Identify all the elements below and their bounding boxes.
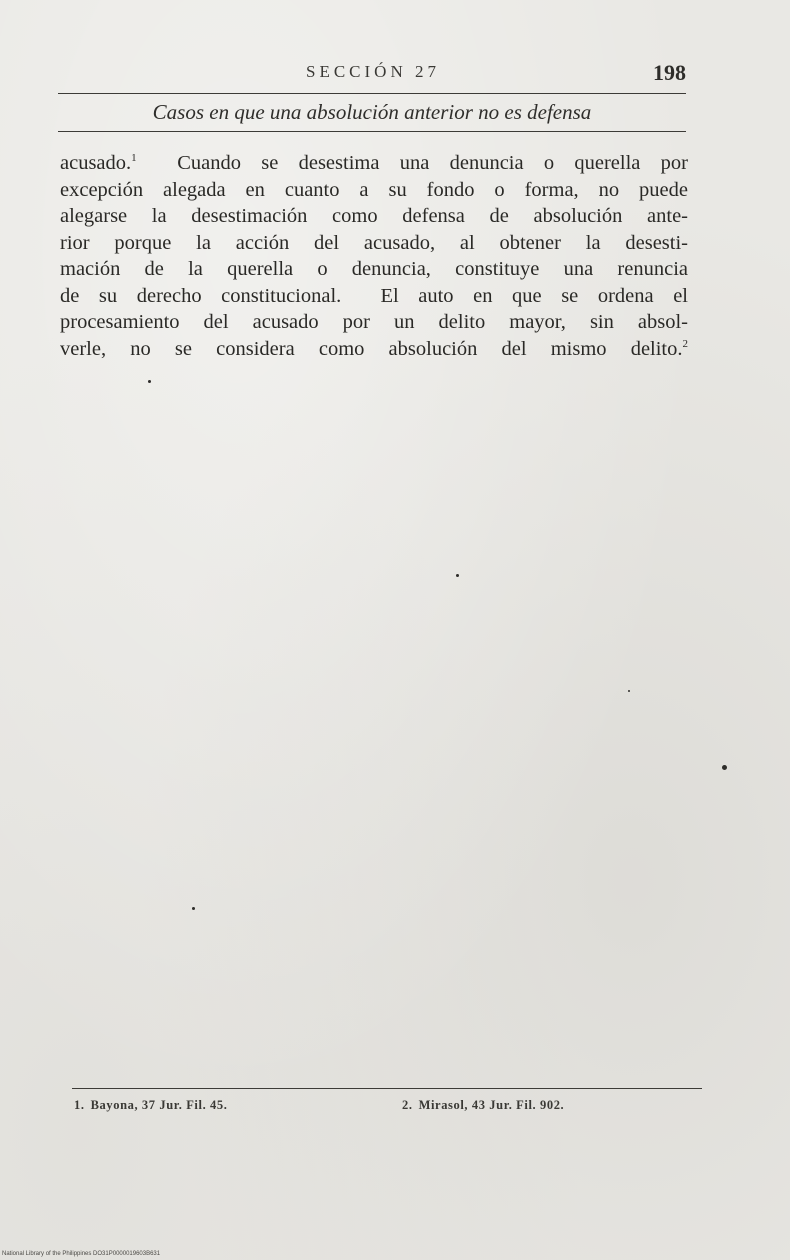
footnote (402, 1098, 564, 1113)
footnote-number: 1. (74, 1098, 85, 1112)
body-line (60, 336, 688, 363)
paper-speck (456, 574, 459, 577)
section-title: SECCIÓN 27 (306, 62, 440, 81)
page-subtitle: Casos en que una absolución anterior no es defensa (152, 100, 592, 124)
library-stamp: National Library of the Philippines DO31P0000019603B631 (2, 1251, 161, 1257)
body-line-text: verle, no se considera como absolución del mismo delito. (60, 337, 683, 360)
running-head (58, 60, 688, 88)
body-line (60, 150, 688, 177)
body-line: rior porque la acción del acusado, al obtener la desesti- (60, 231, 688, 254)
footnote-ref: 1 (131, 152, 137, 165)
footnotes (74, 1098, 694, 1122)
footnote-text: Bayona, 37 Jur. Fil. 45. (90, 1098, 228, 1112)
footnote-ref: 2 (682, 337, 688, 350)
paper-speck (192, 907, 195, 910)
body-line-text: acusado. (60, 152, 132, 174)
paper-speck (628, 690, 630, 692)
page-number: 198 (653, 60, 686, 85)
paper-speck (148, 380, 151, 383)
body-line: alegarse la desestimación como defensa de absolución ante- (60, 205, 688, 227)
body-line: mación de la querella o denuncia, constituye una renuncia (60, 258, 688, 280)
paper-speck (722, 765, 727, 770)
body-line: excepción alegada en cuanto a su fondo o forma, no puede (60, 178, 688, 201)
footnote (74, 1098, 227, 1113)
footnote-text: Mirasol, 43 Jur. Fil. 902. (418, 1098, 565, 1112)
body-paragraph (60, 150, 688, 362)
footnote-number: 2. (402, 1098, 413, 1112)
body-line-text: Cuando se desestima una denuncia o querella por (136, 152, 688, 174)
body-line: de su derecho constitucional. El auto en que se ordena el (60, 284, 688, 307)
body-line: procesamiento del acusado por un delito mayor, sin absol- (60, 311, 688, 333)
footnote-rule (72, 1088, 702, 1089)
header-rule-top (58, 93, 686, 94)
header-rule-bottom (58, 131, 686, 132)
